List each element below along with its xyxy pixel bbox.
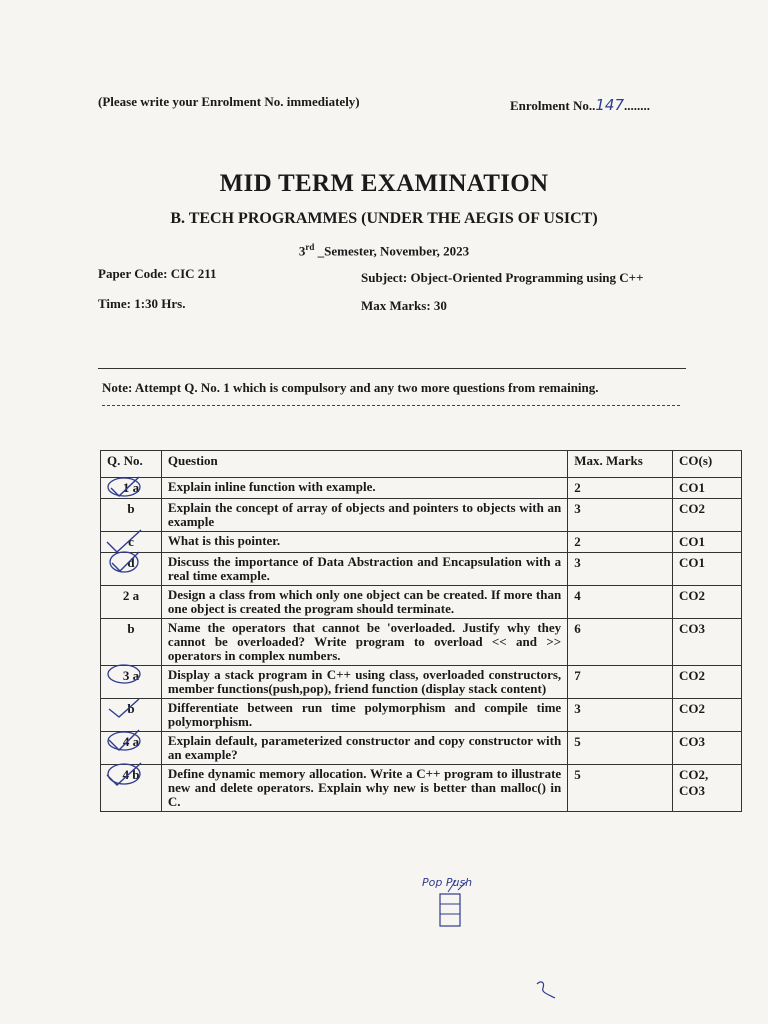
header-marks: Max. Marks (568, 451, 673, 478)
instruction-note: Note: Attempt Q. No. 1 which is compulsory and any two more questions from remaining. (102, 380, 599, 395)
question-marks: 3 (568, 699, 673, 732)
question-number-text: 1 a (122, 480, 140, 495)
question-text: Differentiate between run time polymorphism and compile time polymorphism. (161, 699, 567, 732)
header-co: CO(s) (673, 451, 742, 478)
question-number-text: d (127, 555, 135, 570)
time-allowed: Time: 1:30 Hrs. (98, 296, 186, 311)
question-number (101, 532, 162, 553)
question-co: CO1 (673, 553, 742, 586)
question-text: What is this pointer. (161, 532, 567, 553)
question-number (101, 553, 162, 586)
question-text: Explain default, parameterized constructor and copy constructor with an example? (161, 732, 567, 765)
question-number: 2 a (101, 586, 162, 619)
enrolment-field (510, 96, 650, 114)
pen-tick-icon (103, 528, 145, 554)
table-row (101, 619, 742, 666)
pen-circle-tick-icon (103, 549, 145, 575)
question-number-text: 3 a (122, 668, 140, 683)
question-co: CO2 (673, 699, 742, 732)
table-row (101, 732, 742, 765)
table-row (101, 765, 742, 812)
semester-text: _Semester, November, 2023 (314, 243, 470, 259)
programme-title: B. TECH PROGRAMMES (UNDER THE AEGIS OF USICT) (170, 210, 598, 227)
question-co: CO1 (673, 478, 742, 499)
question-number: b (101, 499, 162, 532)
max-marks: Max Marks: 30 (361, 298, 447, 313)
question-text: Discuss the importance of Data Abstraction and Encapsulation with a real time example. (161, 553, 567, 586)
handwritten-stack-doodle (418, 872, 508, 932)
question-number-text: c (128, 534, 134, 549)
handwritten-note: Pop Push (422, 876, 473, 889)
question-marks: 2 (568, 532, 673, 553)
enrolment-label: Enrolment No.. (510, 98, 596, 113)
table-row (101, 478, 742, 499)
question-text: Explain inline function with example. (161, 478, 567, 499)
question-marks: 4 (568, 586, 673, 619)
question-text: Name the operators that cannot be 'overloaded. Justify why they cannot be overloaded? Write program to overload << and >> operators in complex numbers. (161, 619, 567, 666)
question-number (101, 478, 162, 499)
divider-line (98, 368, 686, 369)
question-co: CO2 (673, 666, 742, 699)
enrolment-instruction: (Please write your Enrolment No. immediately) (98, 94, 360, 109)
question-number (101, 666, 162, 699)
question-marks: 3 (568, 499, 673, 532)
table-row (101, 586, 742, 619)
exam-title: MID TERM EXAMINATION (219, 170, 549, 197)
question-number-text: 4 b (122, 767, 140, 782)
question-co: CO2, CO3 (673, 765, 742, 812)
table-row (101, 532, 742, 553)
header-question: Question (161, 451, 567, 478)
question-number (101, 765, 162, 812)
table-header-row (101, 451, 742, 478)
question-number: b (101, 619, 162, 666)
question-number (101, 732, 162, 765)
semester-suffix: rd (305, 242, 315, 252)
question-marks: 2 (568, 478, 673, 499)
question-co: CO3 (673, 732, 742, 765)
question-text: Design a class from which only one object can be created. If more than one object is created the program should terminate. (161, 586, 567, 619)
question-marks: 7 (568, 666, 673, 699)
enrolment-value: 147 (595, 96, 624, 114)
table-row (101, 666, 742, 699)
question-marks: 3 (568, 553, 673, 586)
question-text: Define dynamic memory allocation. Write a C++ program to illustrate new and delete operators. Explain why new is better than malloc() in C. (161, 765, 567, 812)
header-qno: Q. No. (101, 451, 162, 478)
question-marks: 5 (568, 765, 673, 812)
question-co: CO1 (673, 532, 742, 553)
dashed-divider (102, 405, 680, 406)
question-co: CO2 (673, 586, 742, 619)
table-row (101, 699, 742, 732)
semester-line (0, 242, 768, 259)
question-co: CO3 (673, 619, 742, 666)
pen-scribble-icon (535, 978, 559, 1000)
table-row (101, 499, 742, 532)
question-number-text: 4 a (122, 734, 140, 749)
question-marks: 5 (568, 732, 673, 765)
paper-code: Paper Code: CIC 211 (98, 266, 217, 281)
question-text: Display a stack program in C++ using class, overloaded constructors, member functions(push,pop), friend function (display stack content) (161, 666, 567, 699)
question-number-text: b (127, 701, 135, 716)
question-marks: 6 (568, 619, 673, 666)
table-row (101, 553, 742, 586)
question-table (100, 450, 742, 812)
semester-number: 3 (298, 243, 306, 259)
enrolment-dots: ........ (624, 98, 650, 113)
question-text: Explain the concept of array of objects and pointers to objects with an example (161, 499, 567, 532)
question-co: CO2 (673, 499, 742, 532)
pen-tick-icon (103, 695, 145, 721)
subject: Subject: Object-Oriented Programming using C++ (361, 270, 644, 285)
question-number (101, 699, 162, 732)
